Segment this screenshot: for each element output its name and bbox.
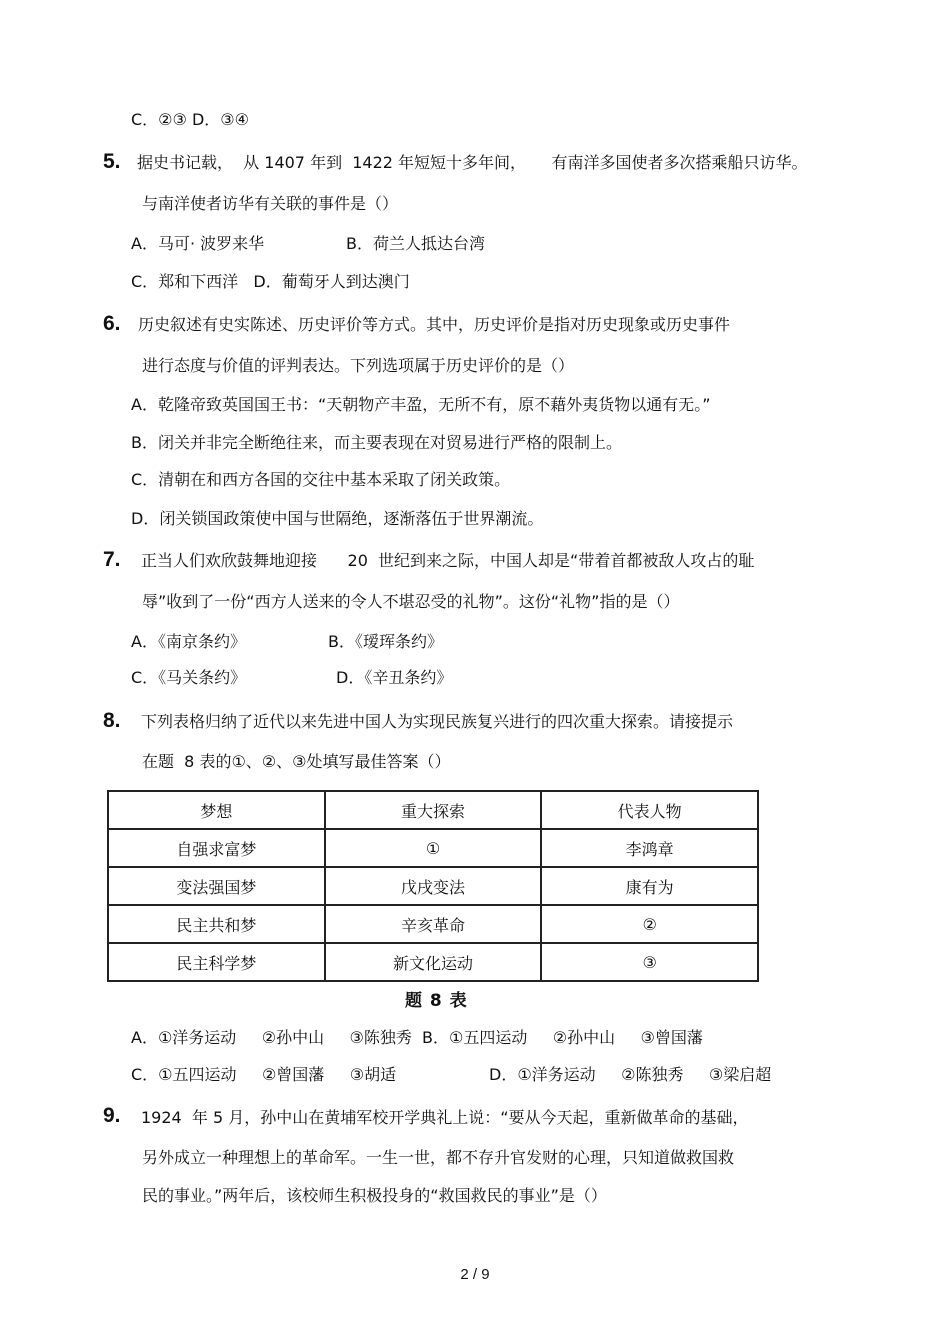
q7-option-b: B．《瑷珲条约》	[328, 632, 443, 651]
q6-option-d: D．闭关锁国政策使中国与世隔绝，逐渐落伍于世界潮流。	[131, 509, 544, 528]
q9-stem-line2: 另外成立一种理想上的革命军。一生一世，都不存升官发财的心理，只知道做救国救	[142, 1148, 735, 1167]
table-cell: 新文化运动	[325, 943, 542, 981]
table-cell: 康有为	[541, 867, 758, 905]
table-header-cell: 代表人物	[541, 791, 758, 829]
table-caption: 题 8 表	[405, 991, 468, 1011]
q6-option-b: B．闭关并非完全断绝往来，而主要表现在对贸易进行严格的限制上。	[131, 433, 622, 452]
q8-stem-line1: 下列表格归纳了近代以来先进中国人为实现民族复兴进行的四次重大探索。请接提示	[141, 712, 734, 731]
q5-options-cd: C．郑和下西洋 D．葡萄牙人到达澳门	[131, 272, 410, 291]
table-cell: 民主共和梦	[108, 905, 325, 943]
q5-stem-line1: 据史书记载， 从 1407 年到 1422 年短短十多年间， 有南洋多国使者多次搭乘船只访华。	[137, 153, 808, 172]
q6-option-a: A．乾隆帝致英国国王书：“天朝物产丰盈，无所不有，原不藉外夷货物以通有无。”	[131, 395, 711, 414]
q6-stem-line2: 进行态度与价值的评判表达。下列选项属于历史评价的是（）	[142, 356, 575, 375]
q4-options-cd: C．②③ D．③④	[131, 110, 249, 129]
table-header-cell: 梦想	[108, 791, 325, 829]
q6-stem-line1: 历史叙述有史实陈述、历史评价等方式。其中，历史评价是指对历史现象或历史事件	[138, 315, 731, 334]
q8-option-d: D．①洋务运动 ②陈独秀 ③梁启超	[489, 1065, 772, 1084]
table-cell: 戊戌变法	[325, 867, 542, 905]
table-cell: 民主科学梦	[108, 943, 325, 981]
q7-stem-line2: 辱”收到了一份“西方人送来的令人不堪忍受的礼物”。这份“礼物”指的是（）	[142, 592, 680, 611]
page-number: 2 / 9	[460, 1266, 490, 1283]
q8-options-ab: A．①洋务运动 ②孙中山 ③陈独秀 B．①五四运动 ②孙中山 ③曾国藩	[131, 1028, 703, 1047]
q5-option-a: A．马可· 波罗来华	[131, 234, 265, 253]
table-header-cell: 重大探索	[325, 791, 542, 829]
table-cell: 自强求富梦	[108, 829, 325, 867]
table-cell: 辛亥革命	[325, 905, 542, 943]
q7-stem-line1: 正当人们欢欣鼓舞地迎接 20 世纪到来之际，中国人却是“带着首都被敌人攻占的耻	[141, 551, 755, 570]
q7-option-a: A．《南京条约》	[131, 632, 246, 651]
q7-option-c: C．《马关条约》	[131, 668, 247, 687]
table-row	[108, 829, 758, 867]
table-cell: ①	[325, 829, 542, 867]
q8-option-c: C．①五四运动 ②曾国藩 ③胡适	[131, 1065, 397, 1084]
q8-table	[107, 790, 759, 982]
q5-stem-line2: 与南洋使者访华有关联的事件是（）	[142, 194, 399, 213]
table-cell: ③	[541, 943, 758, 981]
q6-number: 6.	[103, 312, 121, 335]
q7-number: 7.	[103, 548, 121, 571]
table-row	[108, 905, 758, 943]
table-cell: 变法强国梦	[108, 867, 325, 905]
q8-number: 8.	[103, 709, 121, 732]
q8-stem-line2: 在题 8 表的①、②、③处填写最佳答案（）	[142, 752, 451, 771]
q6-option-c: C．清朝在和西方各国的交往中基本采取了闭关政策。	[131, 470, 511, 489]
table-header-row	[108, 791, 758, 829]
q9-number: 9.	[103, 1104, 121, 1127]
table-row	[108, 943, 758, 981]
q5-number: 5.	[103, 150, 121, 173]
table-cell: 李鸿章	[541, 829, 758, 867]
table-row	[108, 867, 758, 905]
q9-stem-line3: 民的事业。”两年后，该校师生积极投身的“救国救民的事业”是（）	[142, 1186, 607, 1205]
q7-option-d: D．《辛丑条约》	[336, 668, 453, 687]
table-cell: ②	[541, 905, 758, 943]
q5-option-b: B．荷兰人抵达台湾	[346, 234, 485, 253]
q9-stem-line1: 1924 年 5 月，孙中山在黄埔军校开学典礼上说：“要从今天起，重新做革命的基础，	[141, 1108, 749, 1127]
